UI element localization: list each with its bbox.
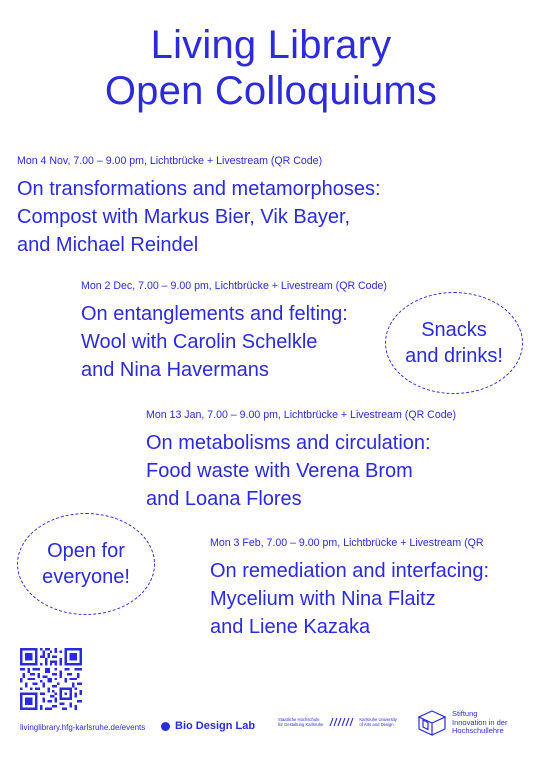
open-bubble-line-2: everyone! <box>42 566 130 588</box>
title-line-1: Living Library <box>150 23 392 67</box>
event-4-line-3: and Liene Kazaka <box>210 616 371 638</box>
event-2-line-3: and Nina Havermans <box>81 359 269 381</box>
event-2-title <box>81 300 387 384</box>
event-3 <box>146 409 456 513</box>
stiftung-line-1: Stiftung <box>452 709 478 719</box>
stiftung-cube-logo <box>418 710 446 736</box>
event-1-line-1: On transformations and metamorphoses: <box>17 178 381 200</box>
event-3-line-1: On metabolisms and circulation: <box>146 432 431 454</box>
event-3-title <box>146 429 456 513</box>
stiftung-logo <box>418 710 507 736</box>
bio-design-lab-dot-icon <box>161 722 170 731</box>
snacks-bubble-line-1: Snacks <box>421 319 487 341</box>
hfg-slashes-logo <box>328 717 354 727</box>
event-3-line-3: and Loana Flores <box>146 488 302 510</box>
event-1-title <box>17 175 381 259</box>
event-4-line-2: Mycelium with Nina Flaitz <box>210 588 436 610</box>
snacks-bubble-line-2: and drinks! <box>405 345 503 367</box>
page-title <box>0 22 542 114</box>
event-4 <box>210 537 489 641</box>
event-4-line-1: On remediation and interfacing: <box>210 560 490 582</box>
hfg-en-line-2: of Arts and Design <box>359 722 394 728</box>
event-4-title <box>210 557 489 641</box>
qr-code-icon[interactable] <box>20 648 82 710</box>
stiftung-line-3: Hochschullehre <box>452 726 504 736</box>
event-1-line-3: and Michael Reindel <box>17 234 199 256</box>
event-2-line-1: On entanglements and felting: <box>81 303 348 325</box>
snacks-bubble <box>385 292 523 394</box>
hfg-english-name <box>359 717 396 727</box>
open-bubble-line-1: Open for <box>47 540 125 562</box>
event-3-meta: Mon 13 Jan, 7.00 – 9.00 pm, Lichtbrücke + Livestream (QR Code) <box>146 409 457 421</box>
stiftung-line-2: Innovation in der <box>452 717 508 727</box>
event-2-line-2: Wool with Carolin Schelkle <box>81 331 318 353</box>
hfg-en-line-1: Karlsruhe University <box>359 717 397 722</box>
event-4-meta: Mon 3 Feb, 7.00 – 9.00 pm, Lichtbrücke + Livestream (QR <box>210 537 484 549</box>
event-1-meta: Mon 4 Nov, 7.00 – 9.00 pm, Lichtbrücke + Livestream (QR Code) <box>17 155 323 167</box>
title-line-2: Open Colloquiums <box>104 69 438 113</box>
event-1 <box>17 155 381 259</box>
hfg-logo <box>278 717 397 727</box>
event-3-line-2: Food waste with Verena Brom <box>146 460 413 482</box>
hfg-de-line-2: für Gestaltung Karlsruhe <box>278 722 324 728</box>
events-url-link[interactable]: livinglibrary.hfg-karlsruhe.de/events <box>20 723 146 732</box>
hfg-de-line-1: Staatliche Hochschule <box>278 717 320 722</box>
bio-design-lab-label: Bio Design Lab <box>175 720 256 732</box>
stiftung-text <box>452 710 507 736</box>
event-1-line-2: Compost with Markus Bier, Vik Bayer, <box>17 206 351 228</box>
event-2 <box>81 280 387 384</box>
hfg-german-name <box>278 717 323 727</box>
bio-design-lab-logo <box>161 720 255 732</box>
open-bubble <box>17 513 155 615</box>
event-2-meta: Mon 2 Dec, 7.00 – 9.00 pm, Lichtbrücke + Livestream (QR Code) <box>81 280 387 292</box>
